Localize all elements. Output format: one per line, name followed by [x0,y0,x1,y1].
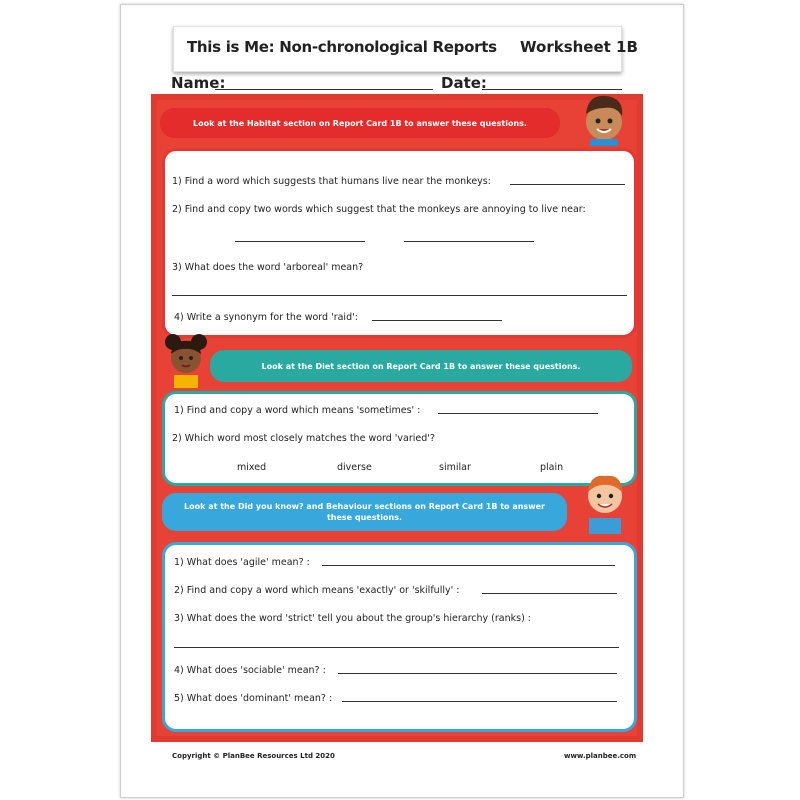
question-text: 4) What does 'sociable' mean? : [174,665,326,676]
diet-banner: Look at the Diet section on Report Card 1B to answer these questions. [210,350,632,382]
boy-avatar-icon [576,84,632,146]
copyright-text: Copyright © PlanBee Resources Ltd 2020 [172,752,335,760]
question-text: 2) Find and copy a word which means 'exactly' or 'skilfully' : [174,585,460,596]
question-text: 3) What does the word 'strict' tell you about the group's hierarchy (ranks) : [174,613,532,624]
answer-line[interactable] [235,241,365,242]
habitat-banner: Look at the Habitat section on Report Card 1B to answer these questions. [160,108,560,138]
worksheet-number: Worksheet 1B [520,38,638,56]
girl-avatar-icon [163,328,209,388]
name-label: Name: [171,74,226,92]
answer-line[interactable] [174,647,619,648]
question-text: 1) Find a word which suggests that humans live near the monkeys: [172,176,491,187]
boy-avatar-icon [578,466,632,536]
answer-line[interactable] [482,593,617,594]
answer-line[interactable] [510,184,625,185]
answer-line[interactable] [322,565,615,566]
website-link[interactable]: www.planbee.com [564,752,637,760]
answer-line[interactable] [438,413,598,414]
question-text: 1) Find and copy a word which means 'sometimes' : [174,405,421,416]
date-label: Date: [441,74,487,92]
answer-line[interactable] [342,701,617,702]
behaviour-banner: Look at the Did you know? and Behaviour sections on Report Card 1B to answer these questions. [162,493,567,531]
question-text: 4) Write a synonym for the word 'raid': [174,312,358,323]
answer-line[interactable] [404,241,534,242]
option-diverse[interactable]: diverse [337,462,372,473]
question-text: 2) Which word most closely matches the word 'varied'? [172,433,435,444]
option-plain[interactable]: plain [540,462,564,473]
answer-line[interactable] [172,295,627,296]
question-text: 2) Find and copy two words which suggest that the monkeys are annoying to live near: [172,204,586,215]
answer-line[interactable] [372,320,502,321]
name-field[interactable] [215,89,433,90]
question-text: 5) What does 'dominant' mean? : [174,693,333,704]
option-similar[interactable]: similar [439,462,471,473]
worksheet-title: This is Me: Non-chronological Reports [187,38,497,56]
option-mixed[interactable]: mixed [237,462,267,473]
question-text: 3) What does the word 'arboreal' mean? [172,262,364,273]
question-text: 1) What does 'agile' mean? : [174,557,310,568]
answer-line[interactable] [338,673,617,674]
